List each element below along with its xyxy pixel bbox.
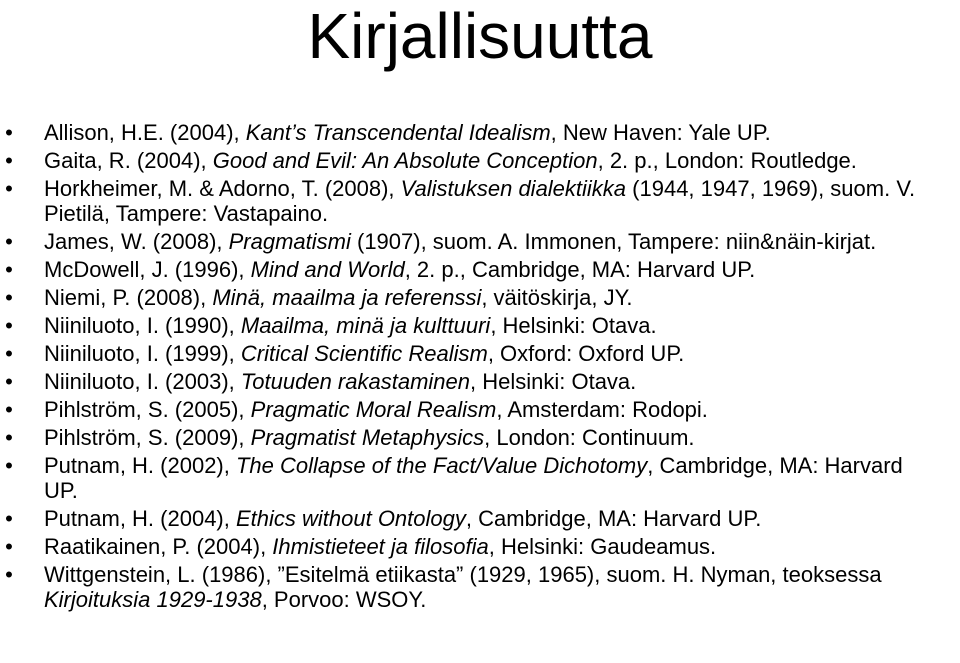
reference-item: [0, 562, 960, 612]
reference-title: Pragmatist Metaphysics: [250, 425, 485, 450]
reference-item: [0, 285, 960, 310]
reference-text: Niemi, P. (2008),: [44, 285, 213, 310]
reference-text: Putnam, H. (2002),: [44, 453, 236, 478]
bullet-icon: •: [5, 341, 13, 366]
reference-item: [0, 120, 960, 145]
reference-title: Ethics without Ontology: [235, 506, 466, 531]
reference-publisher: , Porvoo: WSOY.: [261, 587, 427, 612]
reference-text: Niiniluoto, I. (1999),: [44, 341, 241, 366]
reference-title: Kirjoituksia 1929-1938: [44, 587, 262, 612]
reference-publisher: , Helsinki: Otava.: [490, 313, 657, 338]
bullet-icon: •: [5, 534, 13, 559]
reference-list: [0, 120, 960, 615]
reference-item: [0, 369, 960, 394]
page-title: Kirjallisuutta: [307, 0, 653, 72]
reference-text: Raatikainen, P. (2004),: [44, 534, 273, 559]
reference-text: McDowell, J. (1996),: [44, 257, 251, 282]
bullet-icon: •: [5, 562, 13, 587]
reference-item: [0, 425, 960, 450]
reference-item: [0, 257, 960, 282]
reference-title: Maailma, minä ja kulttuuri: [240, 313, 491, 338]
reference-publisher: , väitöskirja, JY.: [481, 285, 633, 310]
reference-publisher: , Amsterdam: Rodopi.: [496, 397, 708, 422]
bullet-icon: •: [5, 229, 13, 254]
reference-publisher: , Oxford: Oxford UP.: [487, 341, 685, 366]
reference-text: Gaita, R. (2004),: [44, 148, 213, 173]
reference-text: Pihlström, S. (2009),: [44, 425, 251, 450]
reference-publisher: , Helsinki: Otava.: [470, 369, 637, 394]
reference-title: Pragmatic Moral Realism: [250, 397, 497, 422]
reference-publisher: , 2. p., London: Routledge.: [597, 148, 857, 173]
reference-text: Allison, H.E. (2004),: [44, 120, 246, 145]
reference-publisher: (1944, 1947, 1969), suom. V. Pietilä, Tampere: Vastapaino.: [44, 176, 916, 226]
reference-text: Wittgenstein, L. (1986), ”Esitelmä etiikasta” (1929, 1965), suom. H. Nyman, teoksessa: [44, 562, 882, 587]
reference-title: Mind and World: [250, 257, 405, 282]
reference-title: Good and Evil: An Absolute Conception: [212, 148, 598, 173]
bullet-icon: •: [5, 120, 13, 145]
reference-item: [0, 341, 960, 366]
reference-item: [0, 506, 960, 531]
reference-publisher: (1907), suom. A. Immonen, Tampere: niin&näin-kirjat.: [350, 229, 877, 254]
bullet-icon: •: [5, 257, 13, 282]
reference-text: James, W. (2008),: [44, 229, 229, 254]
reference-text: Niiniluoto, I. (2003),: [44, 369, 241, 394]
bullet-icon: •: [5, 285, 13, 310]
reference-text: Putnam, H. (2004),: [44, 506, 236, 531]
bullet-icon: •: [5, 425, 13, 450]
reference-item: [0, 176, 960, 226]
bullet-icon: •: [5, 397, 13, 422]
reference-item: [0, 229, 960, 254]
reference-title: Minä, maailma ja referenssi: [212, 285, 482, 310]
reference-item: [0, 453, 960, 503]
bullet-icon: •: [5, 313, 13, 338]
reference-publisher: , London: Continuum.: [484, 425, 695, 450]
reference-publisher: , Helsinki: Gaudeamus.: [488, 534, 717, 559]
bullet-icon: •: [5, 369, 13, 394]
reference-text: Pihlström, S. (2005),: [44, 397, 251, 422]
bullet-icon: •: [5, 148, 13, 173]
reference-item: [0, 397, 960, 422]
reference-item: [0, 313, 960, 338]
bullet-icon: •: [5, 176, 13, 201]
reference-title: Kant’s Transcendental Idealism: [245, 120, 551, 145]
reference-text: Niiniluoto, I. (1990),: [44, 313, 241, 338]
reference-publisher: , Cambridge, MA: Harvard UP.: [465, 506, 762, 531]
reference-publisher: , New Haven: Yale UP.: [550, 120, 771, 145]
reference-title: Totuuden rakastaminen: [240, 369, 470, 394]
reference-title: Ihmistieteet ja filosofia: [272, 534, 489, 559]
reference-item: [0, 148, 960, 173]
bullet-icon: •: [5, 453, 13, 478]
reference-title: Valistuksen dialektiikka: [400, 176, 627, 201]
reference-title: The Collapse of the Fact/Value Dichotomy: [235, 453, 648, 478]
reference-title: Pragmatismi: [228, 229, 351, 254]
bullet-icon: •: [5, 506, 13, 531]
reference-text: Horkheimer, M. & Adorno, T. (2008),: [44, 176, 401, 201]
reference-title: Critical Scientific Realism: [240, 341, 488, 366]
reference-publisher: , Cambridge, MA: Harvard UP.: [44, 453, 903, 503]
reference-publisher: , 2. p., Cambridge, MA: Harvard UP.: [404, 257, 756, 282]
reference-item: [0, 534, 960, 559]
